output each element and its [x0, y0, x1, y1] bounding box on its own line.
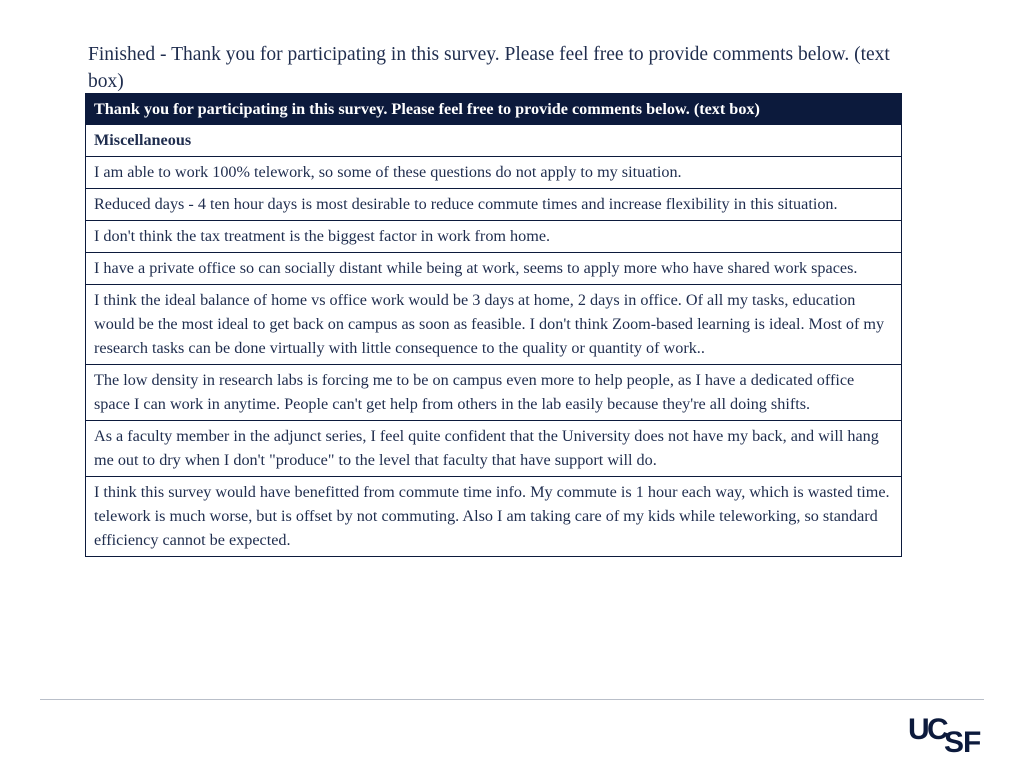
table-header-cell: Thank you for participating in this survey. Please feel free to provide comments below. (text box) — [86, 94, 902, 125]
comment-cell: As a faculty member in the adjunct series, I feel quite confident that the University does not have my back, and will hang me out to dry when I don't "produce" to the level that faculty that have support will do. — [86, 421, 902, 477]
comments-table — [85, 93, 902, 557]
svg-text:U: U — [908, 713, 928, 746]
section-row — [86, 125, 902, 157]
table-row — [86, 421, 902, 477]
footer-divider — [40, 699, 984, 700]
table-row — [86, 253, 902, 285]
comment-cell: I have a private office so can socially distant while being at work, seems to apply more who have shared work spaces. — [86, 253, 902, 285]
table-row — [86, 221, 902, 253]
slide-title: Finished - Thank you for participating in this survey. Please feel free to provide comments below. (text box) — [88, 44, 890, 92]
comment-cell: I think the ideal balance of home vs office work would be 3 days at home, 2 days in office. Of all my tasks, education would be the most ideal to get back on campus as soon as feasible. I don't think Zoom-based learning is ideal. Most of my research tasks can be done virtually with little consequence to the quality or quantity of work.. — [86, 285, 902, 365]
table-row — [86, 477, 902, 557]
svg-text:F: F — [963, 726, 980, 756]
svg-text:C: C — [927, 713, 947, 746]
comment-cell: I am able to work 100% telework, so some of these questions do not apply to my situation. — [86, 157, 902, 189]
table-row — [86, 189, 902, 221]
table-row — [86, 157, 902, 189]
table-header-row — [86, 94, 902, 125]
svg-text:S: S — [944, 726, 963, 756]
section-label: Miscellaneous — [86, 125, 902, 157]
comment-cell: The low density in research labs is forcing me to be on campus even more to help people, as I have a dedicated office space I can work in anytime. People can't get help from others in the lab easily because they're all doing shifts. — [86, 365, 902, 421]
comment-cell: Reduced days - 4 ten hour days is most desirable to reduce commute times and increase flexibility in this situation. — [86, 189, 902, 221]
table-row — [86, 285, 902, 365]
comment-cell: I don't think the tax treatment is the biggest factor in work from home. — [86, 221, 902, 253]
ucsf-logo — [908, 712, 988, 756]
table-row — [86, 365, 902, 421]
comment-cell: I think this survey would have benefitted from commute time info. My commute is 1 hour each way, which is wasted time. telework is much worse, but is offset by not commuting. Also I am taking care of my kids while teleworking, so standard efficiency cannot be expected. — [86, 477, 902, 557]
